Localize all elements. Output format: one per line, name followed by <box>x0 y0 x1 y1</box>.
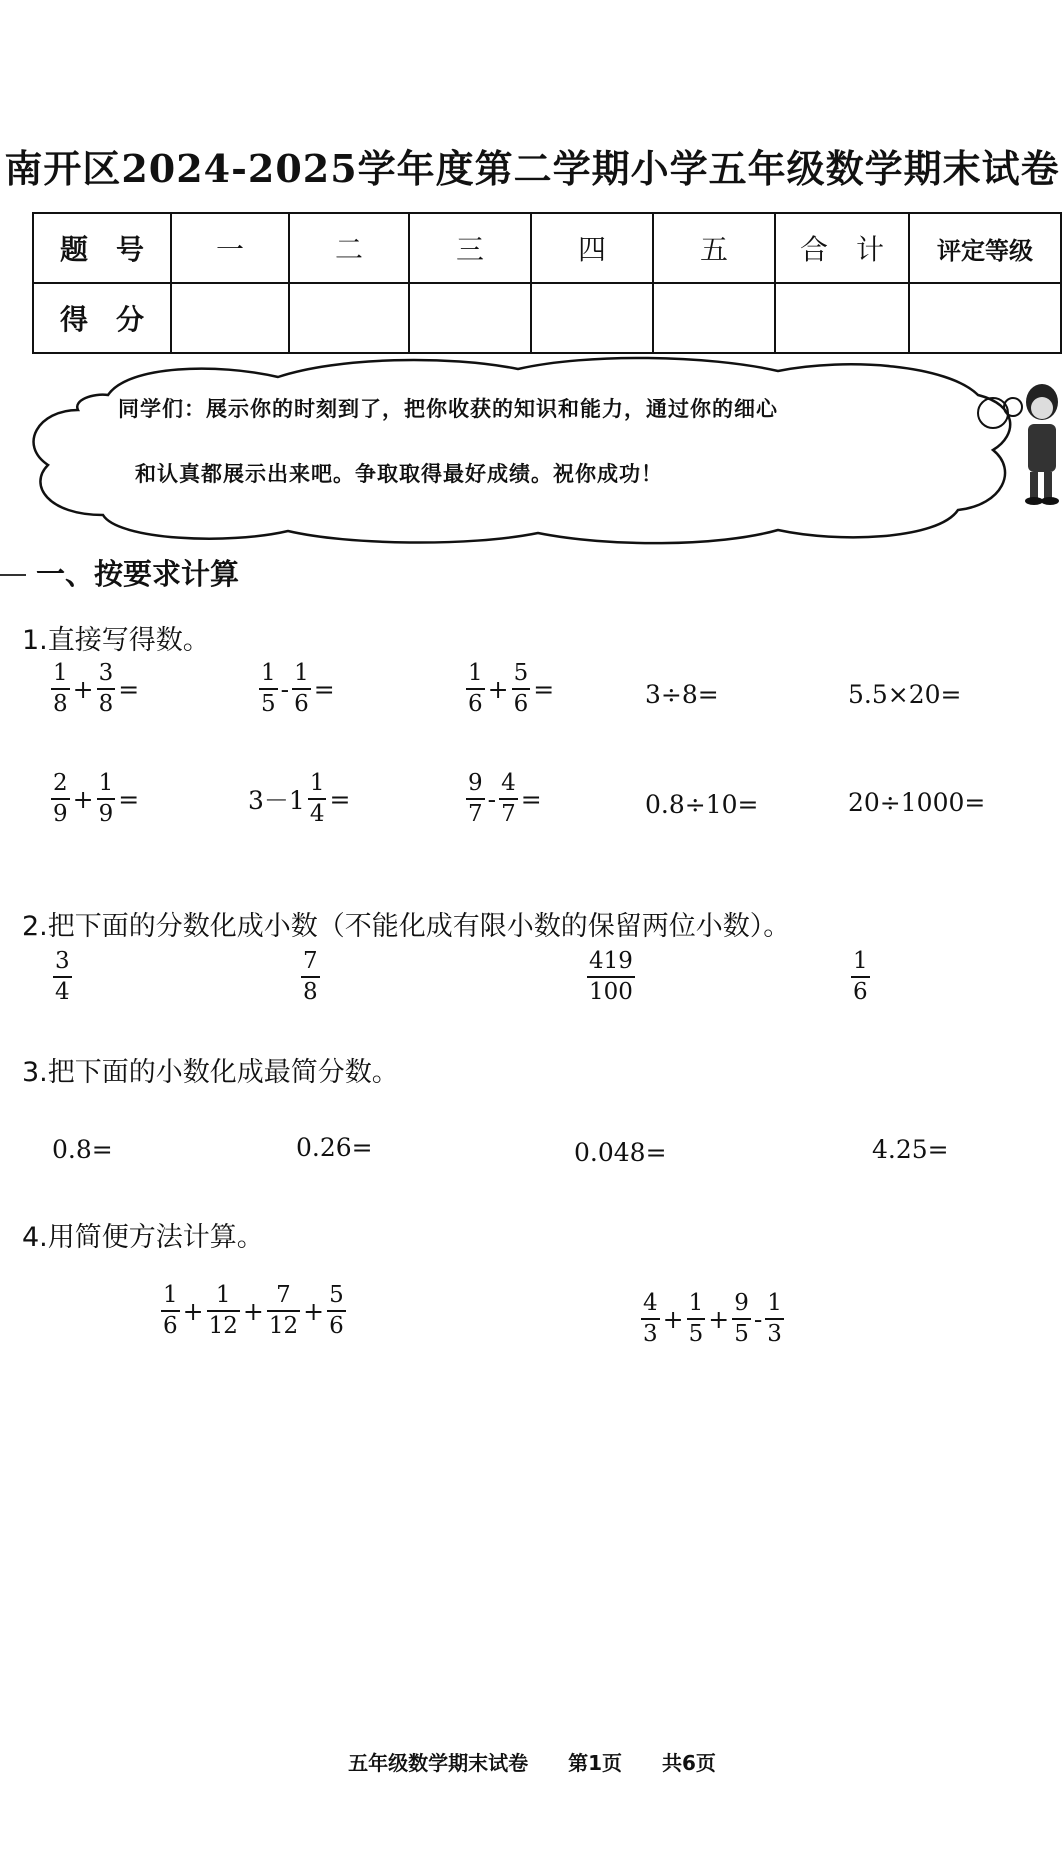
fraction <box>512 662 531 716</box>
fraction <box>466 662 485 716</box>
equals: = <box>329 784 351 814</box>
cloud-message-line1: 同学们：展示你的时刻到了，把你收获的知识和能力，通过你的细心 <box>118 397 778 421</box>
score-table <box>32 212 1062 354</box>
score-cell[interactable] <box>653 283 775 353</box>
q3-item: 0.8= <box>52 1135 113 1164</box>
score-cell[interactable] <box>909 283 1061 353</box>
score-cell[interactable] <box>171 283 289 353</box>
denominator: 12 <box>268 1313 299 1339</box>
denominator: 3 <box>643 1321 658 1347</box>
fraction <box>161 1284 180 1338</box>
q1-expr-10: 20÷1000= <box>848 788 986 817</box>
fraction <box>687 1292 706 1346</box>
fraction <box>207 1284 240 1338</box>
header-cell: 评定等级 <box>909 213 1061 283</box>
denominator: 7 <box>468 801 483 827</box>
question-1-title: 1.直接写得数。 <box>22 625 210 656</box>
score-table-header-row <box>33 213 1061 283</box>
denominator: 12 <box>208 1313 238 1339</box>
page-footer: 五年级数学期末试卷 第1页 共6页 <box>348 1751 716 1775</box>
denominator: 6 <box>468 691 483 717</box>
numerator: 5 <box>513 660 529 686</box>
denominator: 8 <box>303 979 318 1005</box>
denominator: 9 <box>53 801 68 827</box>
q3-item: 0.26= <box>296 1133 373 1162</box>
denominator: 6 <box>513 691 529 717</box>
fraction <box>51 662 70 716</box>
q2-fraction-1 <box>52 950 73 1004</box>
page-title: 南开区2024-2025学年度第二学期小学五年级数学期末试卷 <box>4 146 1060 191</box>
score-cell[interactable] <box>531 283 653 353</box>
q3-item: 4.25= <box>872 1135 949 1164</box>
numerator: 2 <box>53 770 68 796</box>
question-4-title: 4.用简便方法计算。 <box>22 1222 264 1253</box>
operator: + <box>662 1304 684 1334</box>
equals: = <box>118 784 140 814</box>
numerator: 3 <box>55 948 70 974</box>
fraction <box>765 1292 784 1346</box>
score-cell[interactable] <box>775 283 909 353</box>
score-label-cell: 得 分 <box>33 283 171 353</box>
header-cell: 四 <box>531 213 653 283</box>
q1-expr-4: 3÷8= <box>645 680 719 709</box>
q2-fraction-2 <box>300 950 321 1004</box>
q1-expr-5: 5.5×20= <box>848 680 962 709</box>
numerator: 1 <box>853 948 868 974</box>
q4-expression-left <box>160 1284 347 1338</box>
fraction <box>97 772 116 826</box>
score-cell[interactable] <box>409 283 531 353</box>
q1-expr-7 <box>246 772 352 826</box>
denominator: 6 <box>853 979 868 1005</box>
denominator: 6 <box>329 1313 344 1339</box>
operator: + <box>708 1304 730 1334</box>
operator: + <box>487 674 509 704</box>
denominator: 5 <box>261 691 276 717</box>
student-figure-icon <box>1018 380 1062 508</box>
fraction <box>267 1284 300 1338</box>
operator: + <box>182 1296 204 1326</box>
operator: - <box>487 784 497 814</box>
denominator: 5 <box>688 1321 704 1347</box>
operator: + <box>72 674 94 704</box>
q3-item: 0.048= <box>574 1138 667 1167</box>
numerator: 1 <box>309 770 325 796</box>
numerator: 1 <box>767 1290 782 1316</box>
operator: + <box>303 1296 325 1326</box>
fraction <box>53 950 72 1004</box>
header-cell: 二 <box>289 213 409 283</box>
operator: - <box>280 674 290 704</box>
denominator: 5 <box>734 1321 749 1347</box>
denominator: 8 <box>98 691 114 717</box>
fraction <box>301 950 320 1004</box>
numerator: 5 <box>329 1282 344 1308</box>
numerator: 1 <box>688 1290 704 1316</box>
q2-fraction-4 <box>850 950 871 1004</box>
fraction <box>308 772 327 826</box>
fraction <box>292 662 311 716</box>
q1-expr-9: 0.8÷10= <box>645 790 759 819</box>
denominator: 100 <box>589 979 633 1005</box>
numerator: 1 <box>163 1282 178 1308</box>
fraction <box>587 950 635 1004</box>
header-cell: 合 计 <box>775 213 909 283</box>
fraction <box>327 1284 346 1338</box>
q1-expr-3 <box>465 662 556 716</box>
cloud-message-line2: 和认真都展示出来吧。争取取得最好成绩。祝你成功！ <box>135 462 663 486</box>
numerator: 9 <box>468 770 483 796</box>
fraction <box>732 1292 751 1346</box>
score-table-score-row <box>33 283 1061 353</box>
numerator: 4 <box>643 1290 658 1316</box>
denominator: 4 <box>55 979 70 1005</box>
fraction <box>641 1292 660 1346</box>
denominator: 9 <box>98 801 114 827</box>
q2-fraction-3 <box>586 950 636 1004</box>
numerator: 1 <box>215 1282 231 1308</box>
q1-expr-2 <box>258 662 337 716</box>
cloud-bubble-icon <box>18 355 1064 545</box>
q1-expr-6 <box>50 772 141 826</box>
denominator: 7 <box>501 801 516 827</box>
header-cell: 一 <box>171 213 289 283</box>
fraction <box>259 662 278 716</box>
operator: - <box>753 1304 763 1334</box>
denominator: 6 <box>294 691 309 717</box>
fraction <box>499 772 518 826</box>
section-marker <box>0 574 26 576</box>
q1-expr-1 <box>50 662 141 716</box>
numerator: 1 <box>98 770 114 796</box>
fraction <box>851 950 870 1004</box>
q1-expr-8 <box>465 772 544 826</box>
numerator: 9 <box>734 1290 749 1316</box>
header-cell: 题 号 <box>33 213 171 283</box>
equals: = <box>118 674 140 704</box>
denominator: 6 <box>163 1313 178 1339</box>
numerator: 3 <box>98 660 114 686</box>
mixed-number-prefix: 3－1 <box>248 786 305 815</box>
numerator: 4 <box>501 770 516 796</box>
question-3-title: 3.把下面的小数化成最简分数。 <box>22 1057 399 1088</box>
numerator: 1 <box>261 660 276 686</box>
denominator: 3 <box>767 1321 782 1347</box>
numerator: 419 <box>589 948 633 974</box>
numerator: 1 <box>53 660 68 686</box>
header-cell: 三 <box>409 213 531 283</box>
q4-expression-right <box>640 1292 785 1346</box>
numerator: 1 <box>294 660 309 686</box>
numerator: 7 <box>276 1282 291 1308</box>
operator: + <box>242 1296 264 1326</box>
numerator: 7 <box>303 948 318 974</box>
header-cell: 五 <box>653 213 775 283</box>
fraction <box>51 772 70 826</box>
fraction <box>466 772 485 826</box>
equals: = <box>520 784 542 814</box>
operator: + <box>72 784 94 814</box>
section-title: 一、按要求计算 <box>36 557 240 591</box>
numerator: 1 <box>468 660 483 686</box>
denominator: 8 <box>53 691 68 717</box>
equals: = <box>533 674 555 704</box>
fraction <box>97 662 116 716</box>
score-cell[interactable] <box>289 283 409 353</box>
question-2-title: 2.把下面的分数化成小数（不能化成有限小数的保留两位小数）。 <box>22 911 791 942</box>
denominator: 4 <box>309 801 325 827</box>
equals: = <box>313 674 335 704</box>
